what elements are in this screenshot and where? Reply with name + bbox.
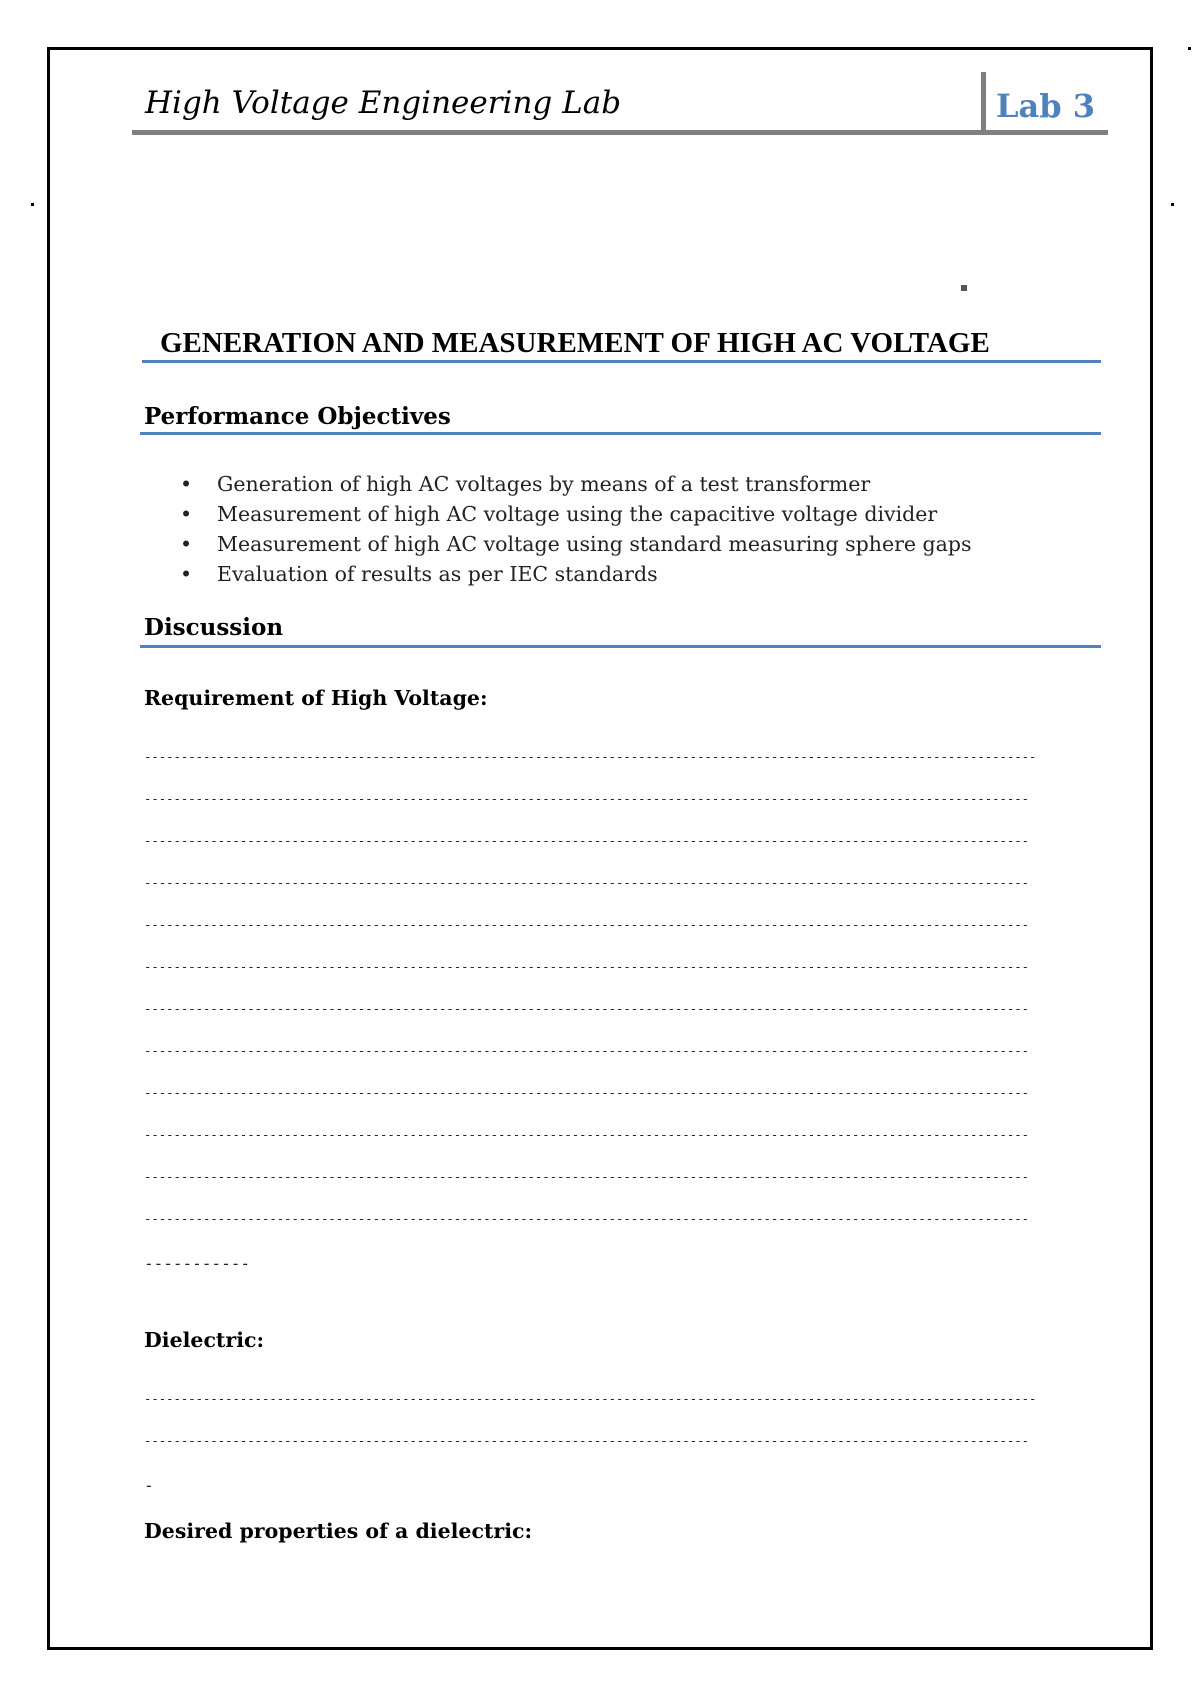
answer-line[interactable]: ------------------------------------------------------------------------------------------------------------------------ <box>144 1434 1030 1448</box>
discussion-heading: Discussion <box>144 614 284 641</box>
page-border <box>47 47 1153 1650</box>
desired-properties-label: Desired properties of a dielectric: <box>144 1519 533 1543</box>
objective-text: Measurement of high AC voltage using standard measuring sphere gaps <box>217 532 972 556</box>
objectives-rule <box>140 432 1101 435</box>
main-heading-rule <box>142 360 1101 363</box>
answer-line[interactable]: ------------------------------------------------------------------------------------------------------------------------ <box>144 1212 1030 1226</box>
header-title: High Voltage Engineering Lab <box>145 85 622 121</box>
header-rule <box>132 130 1108 135</box>
answer-line[interactable]: ------------------------------------------------------------------------------------------------------------------------ <box>144 876 1030 890</box>
bullet: • <box>180 562 193 586</box>
answer-line[interactable]: ------------------------------------------------------------------------------------------------------------------------ <box>144 1002 1030 1016</box>
bullet: • <box>180 532 193 556</box>
stray-dot <box>31 203 34 206</box>
bullet: • <box>180 502 193 526</box>
objectives-heading: Performance Objectives <box>144 403 451 430</box>
answer-line[interactable]: ------------------------------------------------------------------------------------------------------------------------ <box>144 1044 1030 1058</box>
answer-line[interactable]: ------------------------------------------------------------------------------------------------------------------------ <box>144 1086 1030 1100</box>
objective-text: Generation of high AC voltages by means of a test transformer <box>217 472 871 496</box>
answer-line[interactable]: ------------------------------------------------------------------------------------------------------------------------ <box>144 834 1030 848</box>
dielectric-label: Dielectric: <box>144 1328 265 1352</box>
header-lab-number: Lab 3 <box>996 87 1096 125</box>
answer-line[interactable]: ------------------------------------------------------------------------------------------------------------------------ <box>144 792 1030 806</box>
main-heading: GENERATION AND MEASUREMENT OF HIGH AC VOLTAGE <box>160 327 990 359</box>
answer-line[interactable]: ------------------------------------------------------------------------------------------------------------------------ <box>144 1128 1030 1142</box>
answer-line[interactable]: ------------------------------------------------------------------------------------------------------------------------- <box>144 750 1037 764</box>
requirement-label: Requirement of High Voltage: <box>144 686 488 710</box>
answer-line[interactable]: ------------------------------------------------------------------------------------------------------------------------ <box>144 918 1030 932</box>
objective-text: Evaluation of results as per IEC standards <box>217 562 658 586</box>
objective-text: Measurement of high AC voltage using the capacitive voltage divider <box>217 502 938 526</box>
answer-line[interactable]: ------------------------------------------------------------------------------------------------------------------------- <box>144 1392 1037 1406</box>
answer-line[interactable]: - <box>144 1476 154 1495</box>
header-divider <box>981 72 986 134</box>
stray-dot <box>1188 47 1191 50</box>
bullet: • <box>180 472 193 496</box>
discussion-rule <box>140 645 1101 648</box>
stray-dot <box>1171 203 1174 206</box>
answer-line[interactable]: ----------- <box>144 1254 250 1273</box>
stray-square <box>961 285 967 291</box>
answer-line[interactable]: ------------------------------------------------------------------------------------------------------------------------ <box>144 960 1030 974</box>
answer-line[interactable]: ------------------------------------------------------------------------------------------------------------------------ <box>144 1170 1030 1184</box>
